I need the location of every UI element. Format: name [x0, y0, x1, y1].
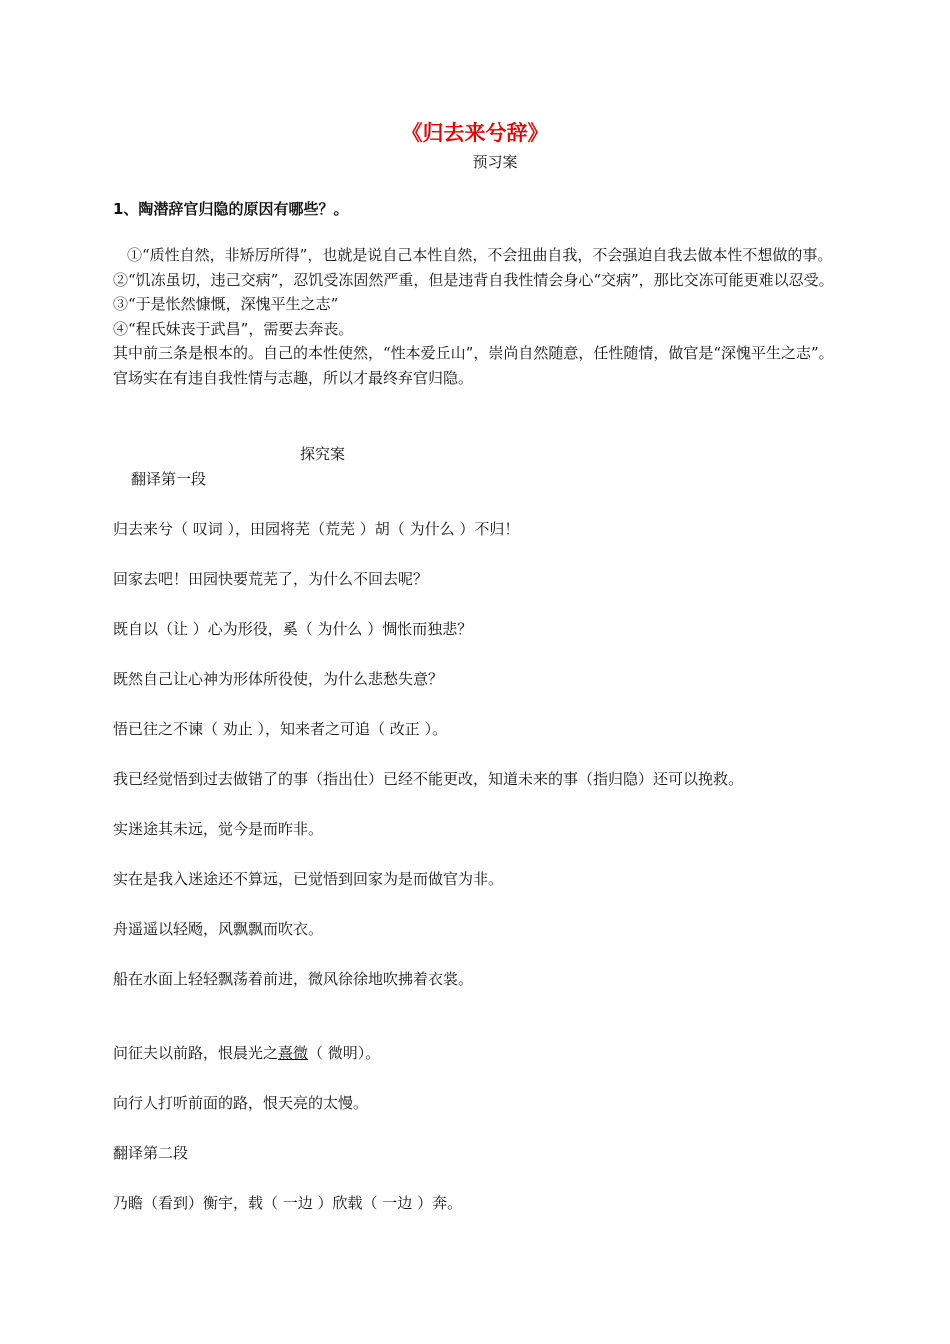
- translation-line: 回家去吧！田园快要荒芜了，为什么不回去呢？: [113, 570, 429, 588]
- document-subtitle: 预习案: [472, 153, 518, 171]
- translation-line: 我已经觉悟到过去做错了的事（指出仕）已经不能更改，知道未来的事（指归隐）还可以挽救。: [113, 770, 744, 788]
- text-line: 悟已往之不谏（ 劝止 ），知来者之可追（ 改正 ）。: [113, 720, 448, 738]
- answer-item-1: ①“质性自然，非矫厉所得”，也就是说自己本性自然，不会扭曲自我，不会强迫自我去做本性不想做的事。: [127, 246, 833, 264]
- translation-line: 船在水面上轻轻飘荡着前进，微风徐徐地吹拂着衣裳。: [113, 970, 474, 988]
- answer-item-3: ③“于是怅然慷慨，深愧平生之志”: [113, 295, 339, 313]
- document-title: 《归去来兮辞》: [401, 121, 549, 145]
- translation-line: 向行人打听前面的路，恨天亮的太慢。: [113, 1094, 369, 1112]
- answer-item-2: ②“饥冻虽切，违己交病”，忍饥受冻固然严重，但是违背自我性情会身心“交病”，那比交冻可能更难以忍受。: [113, 270, 834, 289]
- text-line-morning: [113, 1042, 380, 1064]
- text-segment: 问征夫以前路，恨晨光之: [113, 1044, 279, 1062]
- section2-heading: 翻译第二段: [113, 1144, 189, 1162]
- answer-block: [113, 243, 843, 390]
- text-line: 实迷途其未远，觉今是而昨非。: [113, 820, 324, 838]
- answer-item-4: ④“程氏妹丧于武昌”，需要去奔丧。: [113, 319, 354, 338]
- text-line: 归去来兮（ 叹词 ），田园将芜（荒芜 ）胡（ 为什么 ）不归！: [113, 520, 520, 538]
- text-line: 既自以（让 ）心为形役，奚（ 为什么 ）惆怅而独悲？: [113, 620, 473, 638]
- question-heading: 1、陶潜辞官归隐的原因有哪些？。: [113, 200, 349, 218]
- explore-heading: 探究案: [300, 445, 346, 463]
- translation-line: 实在是我入迷途还不算远，已觉悟到回家为是而做官为非。: [113, 870, 504, 888]
- answer-summary: 其中前三条是根本的。自己的本性使然，“性本爱丘山”，崇尚自然随意，任性随情，做官是“深愧平生之志”。官场实在有违自我性情与志趣，所以才最终弃官归隐。: [113, 344, 834, 387]
- section1-heading: 翻译第一段: [131, 470, 207, 488]
- underlined-term: 熹微: [278, 1044, 309, 1062]
- text-line: 舟遥遥以轻飏，风飘飘而吹衣。: [113, 920, 324, 938]
- text-segment: （ 微明）。: [308, 1044, 381, 1062]
- text-line: 乃瞻（看到）衡宇，载（ 一边 ）欣载（ 一边 ）奔。: [113, 1194, 463, 1212]
- translation-line: 既然自己让心神为形体所役使，为什么悲愁失意？: [113, 670, 444, 688]
